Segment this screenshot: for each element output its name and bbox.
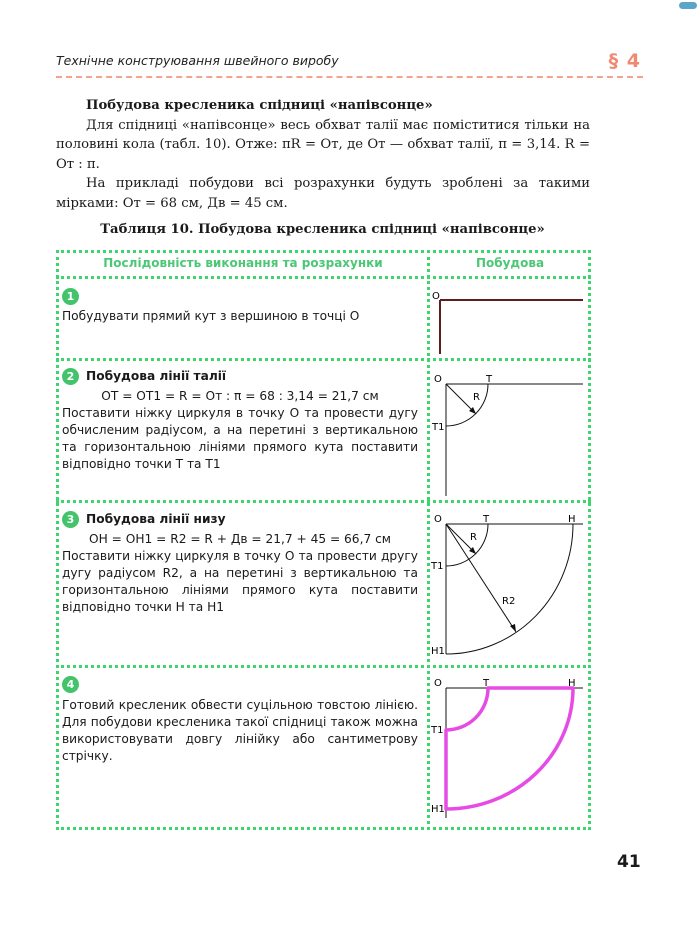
intro-paragraph-2: На прикладі побудови всі розрахунки будуть зроблені за такими мірками: От = 68 см, Дв = 45 см. bbox=[56, 176, 590, 211]
diagram-label-h1: Н1 bbox=[431, 646, 445, 657]
step-2-text: Поставити ніжку циркуля в точку О та провести дугу обчисленим радіусом, а на перетині з вертикальною та горизонтальною лініями прямого кута поставити відповідно точки Т та Т1 bbox=[62, 406, 418, 471]
step-2-formula: ОТ = ОТ1 = R = От : π = 68 : 3,14 = 21,7 см bbox=[101, 389, 379, 403]
table-header-divider bbox=[56, 276, 591, 279]
diagram-label-o: О bbox=[434, 678, 442, 689]
step-badge-3: 3 bbox=[62, 511, 79, 528]
column-header-construction: Побудова bbox=[475, 256, 545, 270]
diagram-label-t: Т bbox=[483, 678, 490, 689]
intro-paragraph-1: Для спідниці «напівсонце» весь обхват талії має поміститися тільки на половині кола (табл. 10). Отже: πR = От, де От — обхват талії, π = 3,14. R = От : π. bbox=[56, 117, 590, 172]
diagram-label-h: Н bbox=[568, 678, 576, 689]
diagram-label-h1: Н1 bbox=[431, 804, 445, 815]
running-head bbox=[56, 50, 641, 74]
diagram-label-t1: Т1 bbox=[431, 725, 444, 736]
table-row-divider bbox=[56, 665, 591, 668]
diagram-label-r: R bbox=[473, 392, 480, 403]
header-rule bbox=[56, 76, 643, 78]
intro-text bbox=[56, 96, 590, 213]
diagram-label-r2: R2 bbox=[502, 596, 516, 607]
diagram-finished-pattern bbox=[430, 676, 590, 824]
step-badge-2: 2 bbox=[62, 368, 79, 385]
diagram-waist-line bbox=[430, 370, 590, 496]
diagram-label-t: Т bbox=[483, 514, 490, 525]
step-badge-4: 4 bbox=[62, 676, 79, 693]
diagram-label-t1: Т1 bbox=[432, 422, 445, 433]
intro-heading: Побудова кресленика спідниці «напівсонце» bbox=[86, 98, 433, 113]
diagram-label-o: О bbox=[434, 514, 442, 525]
step-2-body bbox=[62, 388, 418, 473]
page-number: 41 bbox=[617, 852, 641, 872]
step-3-text: Поставити ніжку циркуля в точку О та провести другу дугу радіусом R2, а на перетині з вертикальною та горизонтальною лініями прямого кута поставити відповідно точки Н та Н1 bbox=[62, 549, 418, 614]
table-row-divider bbox=[56, 358, 591, 361]
diagram-label-t: Т bbox=[486, 374, 493, 385]
diagram-label-h: Н bbox=[568, 514, 576, 525]
diagram-hem-line bbox=[430, 512, 590, 660]
publisher-logo bbox=[679, 2, 697, 9]
section-mark: § 4 bbox=[608, 50, 641, 72]
step-4-text: Готовий кресленик обвести суцільною товстою лінією. Для побудови кресленика такої спідниці також можна використовувати довгу лінійку або сантиметрову стрічку. bbox=[62, 698, 418, 763]
diagram-label-o: О bbox=[434, 374, 442, 385]
diagram-label-o: О bbox=[432, 291, 440, 302]
step-badge-1: 1 bbox=[62, 288, 79, 305]
step-3-formula: ОН = ОН1 = R2 = R + Дв = 21,7 + 45 = 66,7 см bbox=[89, 532, 391, 546]
column-header-steps: Послідовність виконання та розрахунки bbox=[103, 256, 383, 270]
step-2-title: Побудова лінії талії bbox=[86, 369, 227, 383]
diagram-label-t1: Т1 bbox=[431, 561, 444, 572]
running-title: Технічне конструювання швейного виробу bbox=[56, 53, 339, 68]
step-1-text: Побудувати прямий кут з вершиною в точці О bbox=[62, 309, 360, 323]
diagram-right-angle bbox=[430, 284, 590, 354]
diagram-label-r: R bbox=[470, 532, 477, 543]
table-caption: Таблиця 10. Побудова кресленика спідниці «напівсонце» bbox=[100, 222, 545, 237]
step-3-body bbox=[62, 531, 418, 616]
step-3-title: Побудова лінії низу bbox=[86, 512, 226, 526]
table-row-divider bbox=[56, 500, 591, 503]
